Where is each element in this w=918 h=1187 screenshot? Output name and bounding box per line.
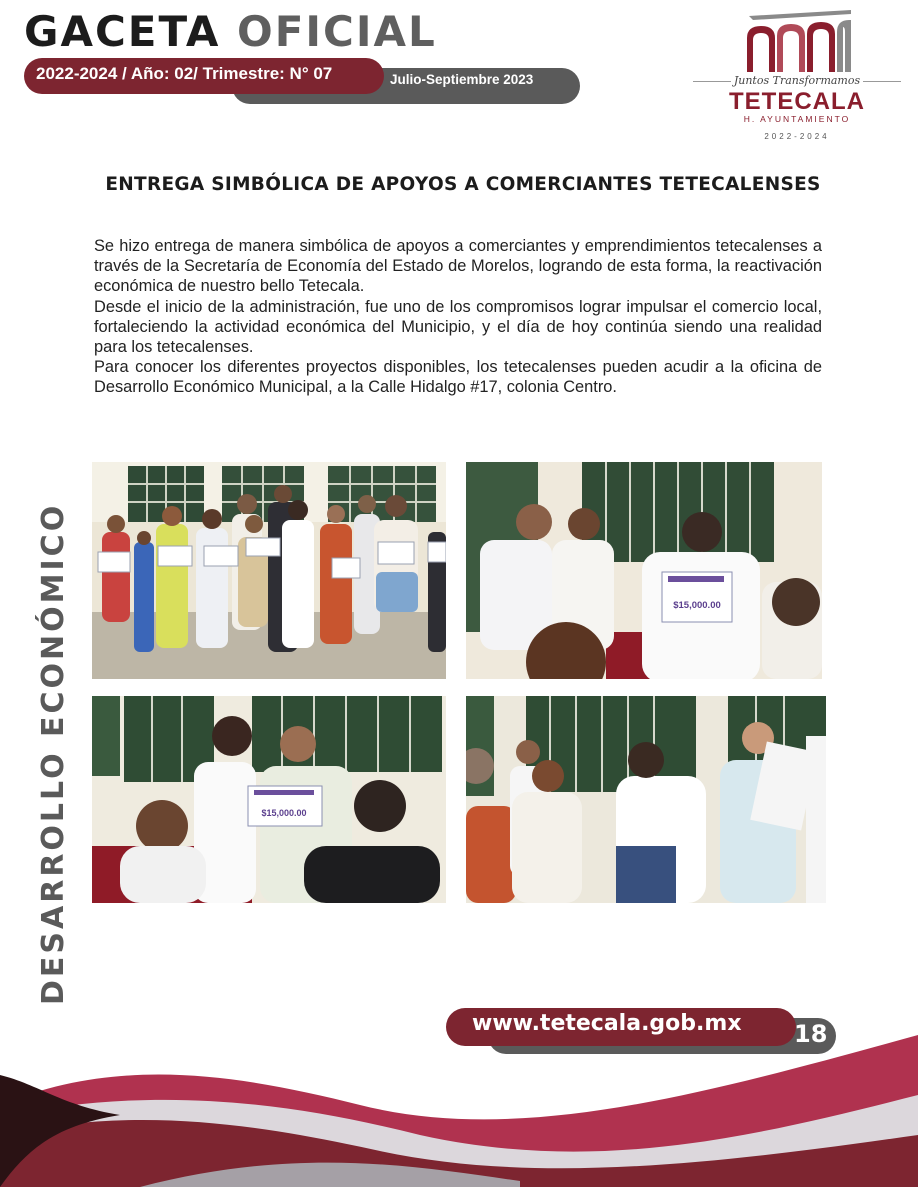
article-body bbox=[94, 236, 822, 398]
logo-name: TETECALA bbox=[729, 88, 865, 115]
logo-subtitle: H. AYUNTAMIENTO bbox=[743, 114, 851, 124]
hug-photo bbox=[466, 696, 826, 903]
title-word-gaceta: GACETA bbox=[24, 7, 221, 56]
paragraph-2: Desde el inicio de la administración, fue uno de los compromisos lograr impulsar el comercio local, fortaleciendo la actividad económica del Municipio, y el día de hoy continúa siendo una realidad para los tetecalenses. bbox=[94, 297, 822, 357]
period-text: Julio-Septiembre 2023 bbox=[390, 72, 534, 87]
edition-text: 2022-2024 / Año: 02/ Trimestre: N° 07 bbox=[36, 64, 333, 83]
article-headline: ENTREGA SIMBÓLICA DE APOYOS A COMERCIANTES TETECALENSES bbox=[105, 174, 821, 195]
paragraph-1: Se hizo entrega de manera simbólica de apoyos a comerciantes y emprendimientos tetecalenses a través de la Secretaría de Economía del Estado de Morelos, logrando de esta forma, la reactivación económica de nuestro bello Tetecala. bbox=[94, 237, 822, 296]
check-amount-label: $15,000.00 bbox=[673, 600, 721, 611]
check-amount-label-2: $15,000.00 bbox=[261, 808, 307, 818]
section-label: DESARROLLO ECONÓMICO bbox=[36, 502, 71, 1005]
check-handover-photo-1 bbox=[466, 462, 822, 679]
page-number: 18 bbox=[794, 1020, 828, 1048]
logo-years: 2022-2024 bbox=[764, 132, 830, 141]
group-photo bbox=[92, 462, 446, 679]
footer-wave-decoration bbox=[0, 1035, 918, 1187]
publication-title bbox=[24, 6, 437, 58]
check-handover-photo-2 bbox=[92, 696, 446, 903]
tetecala-logo bbox=[693, 8, 901, 148]
paragraph-3: Para conocer los diferentes proyectos disponibles, los tetecalenses pueden acudir a la oficina de Desarrollo Económico Municipal, a la Calle Hidalgo #17, colonia Centro. bbox=[94, 358, 822, 397]
arches-logo-icon bbox=[693, 8, 901, 74]
title-word-oficial: OFICIAL bbox=[237, 7, 437, 56]
logo-slogan: Juntos Transformamos bbox=[733, 74, 861, 87]
website-url[interactable]: www.tetecala.gob.mx bbox=[472, 1011, 742, 1036]
